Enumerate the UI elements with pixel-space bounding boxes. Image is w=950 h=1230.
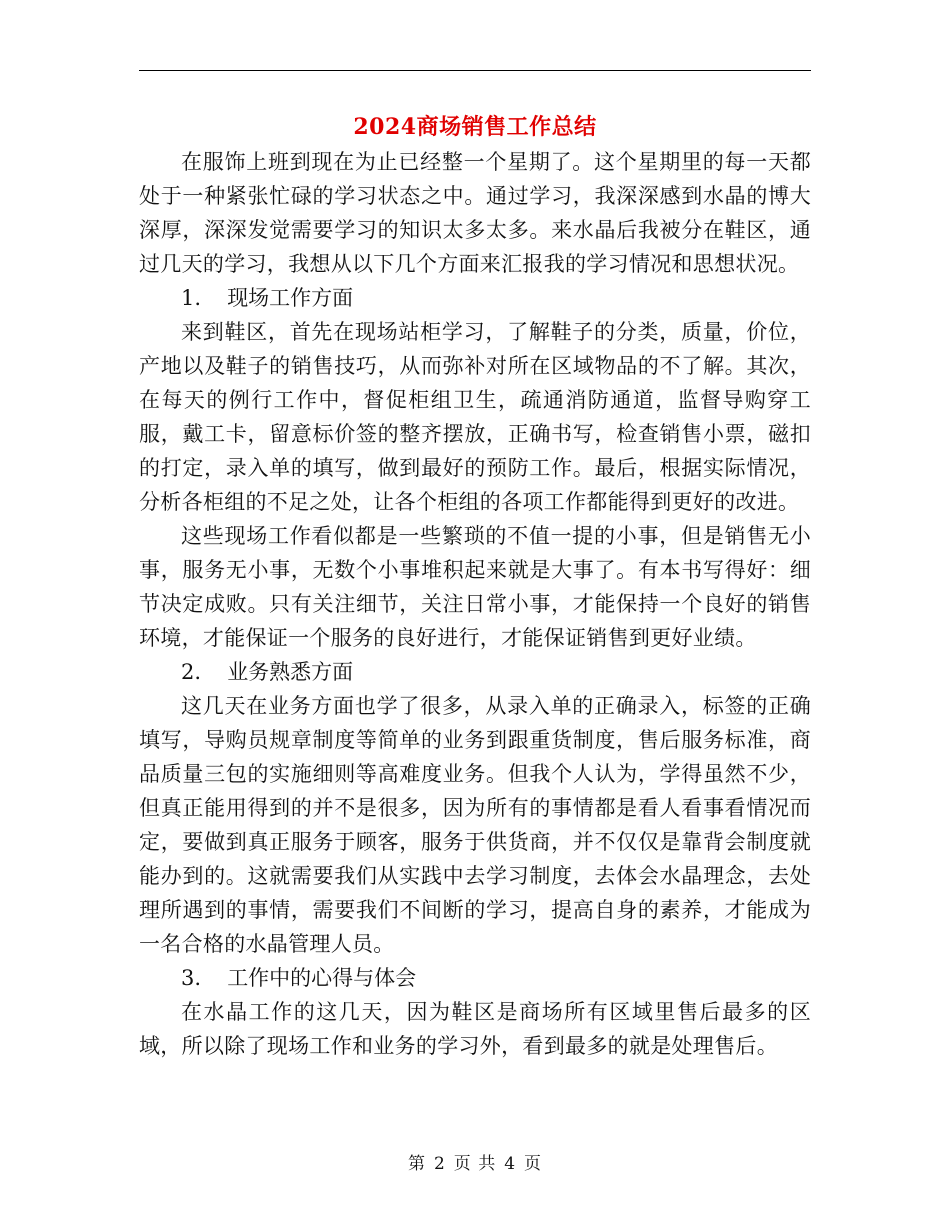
- footer-middle: 页 共: [453, 1154, 497, 1174]
- footer-total-pages: 4: [504, 1154, 517, 1174]
- section-title: 现场工作方面: [227, 286, 354, 310]
- document-body: [139, 145, 811, 1063]
- section-number: 1.: [181, 286, 202, 310]
- section-heading-3: [139, 961, 811, 995]
- section-heading-2: [139, 655, 811, 689]
- footer-prefix: 第: [407, 1154, 426, 1174]
- section-title: 业务熟悉方面: [227, 660, 354, 684]
- page-footer: [0, 1152, 950, 1176]
- section-1-paragraph: 来到鞋区，首先在现场站柜学习，了解鞋子的分类，质量，价位，产地以及鞋子的销售技巧，从而弥补对所在区域物品的不了解。其次，在每天的例行工作中，督促柜组卫生，疏通消防通道，监督导购穿工服，戴工卡，留意标价签的整齐摆放，正确书写，检查销售小票，磁扣的打定，录入单的填写，做到最好的预防工作。最后，根据实际情况，分析各柜组的不足之处，让各个柜组的各项工作都能得到更好的改进。: [139, 320, 811, 514]
- section-2-paragraph: 这几天在业务方面也学了很多，从录入单的正确录入，标签的正确填写，导购员规章制度等简单的业务到跟重货制度，售后服务标准，商品质量三包的实施细则等高难度业务。但我个人认为，学得虽然不少，但真正能用得到的并不是很多，因为所有的事情都是看人看事看情况而定，要做到真正服务于顾客，服务于供货商，并不仅仅是靠背会制度就能办到的。这就需要我们从实践中去学习制度，去体会水晶理念，去处理所遇到的事情，需要我们不间断的学习，提高自身的素养，才能成为一名合格的水晶管理人员。: [139, 694, 811, 956]
- document-title: 2024商场销售工作总结: [353, 114, 597, 140]
- section-number: 3.: [181, 966, 202, 990]
- intro-paragraph: 在服饰上班到现在为止已经整一个星期了。这个星期里的每一天都处于一种紧张忙碌的学习状态之中。通过学习，我深深感到水晶的博大深厚，深深发觉需要学习的知识太多太多。来水晶后我被分在鞋区，通过几天的学习，我想从以下几个方面来汇报我的学习情况和思想状况。: [139, 150, 811, 276]
- section-heading-1: [139, 281, 811, 315]
- section-number: 2.: [181, 660, 202, 684]
- section-title: 工作中的心得与体会: [227, 966, 417, 990]
- footer-page-number: 2: [433, 1154, 446, 1174]
- footer-suffix: 页: [524, 1154, 543, 1174]
- section-3-paragraph: 在水晶工作的这几天，因为鞋区是商场所有区域里售后最多的区域，所以除了现场工作和业务的学习外，看到最多的就是处理售后。: [139, 1000, 811, 1058]
- header-rule: [139, 70, 811, 71]
- section-1-paragraph-2: 这些现场工作看似都是一些繁琐的不值一提的小事，但是销售无小事，服务无小事，无数个小事堆积起来就是大事了。有本书写得好：细节决定成败。只有关注细节，关注日常小事，才能保持一个良好的销售环境，才能保证一个服务的良好进行，才能保证销售到更好业绩。: [139, 524, 811, 650]
